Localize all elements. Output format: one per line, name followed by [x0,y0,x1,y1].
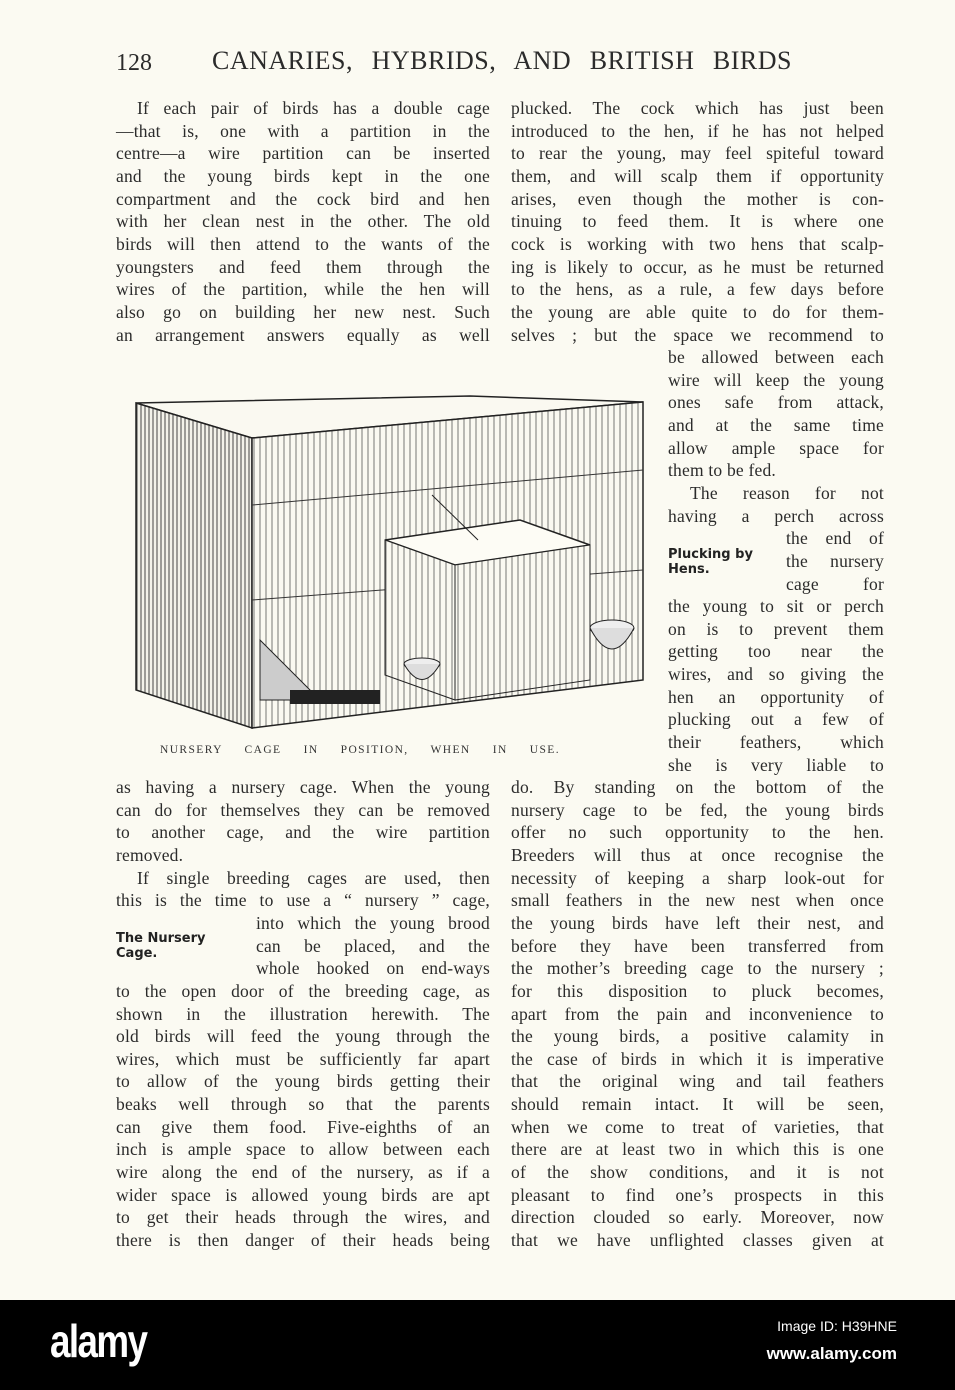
text-line: there are at least two in which this is one [511,1139,884,1160]
text-line: youngsters and feed them through the [116,256,490,277]
text-line: an arrangement answers equally as well [116,324,490,345]
text-line: the young are able quite to do for them- [511,301,884,322]
text-line: beaks well through so that the parents [116,1094,490,1115]
text-line: to rear the young, may feel spiteful toward [511,143,884,164]
text-line: allow ample space for [668,437,884,458]
text-line: selves ; but the space we recommend to [511,324,884,345]
text-line: do. By standing on the bottom of the [511,777,884,797]
text-line: old birds will feed the young through the [116,1026,490,1047]
text-line: to the open door of the breeding cage, as [116,980,490,1001]
text-line: direction clouded so early. Moreover, now [511,1207,884,1228]
text-line: The reason for not [690,482,884,503]
text-line: before they have been transferred from [511,935,884,956]
text-line: to the hens, as a rule, a few days before [511,279,884,300]
text-line: their feathers, which [668,732,884,753]
text-line: can give them food. Five-eighths of an [116,1116,490,1137]
text-line: wire along the end of the nursery, as if a [116,1162,490,1183]
text-line: offer no such opportunity to the hen. [511,822,884,843]
watermark-footer [0,1300,955,1390]
text-line: Breeders will thus at once recognise the [511,844,884,865]
text-line: having a perch across [668,505,884,526]
nursery-cage-illustration [130,360,660,740]
sidehead-line: The Nursery [116,931,206,946]
text-line: the case of birds in which it is imperative [511,1048,884,1069]
text-line: of the show conditions, and it is not [511,1162,884,1183]
text-line: the young to sit or perch [668,596,884,617]
figure-caption: NURSERY CAGE IN POSITION, WHEN IN USE. [160,744,560,756]
text-line: If each pair of birds has a double cage [137,98,490,118]
text-line: for this disposition to pluck becomes, [511,980,884,1001]
text-line: this is the time to use a “ nursery ” cage, [116,890,490,911]
text-line: also go on building her new nest. Such [116,301,490,322]
alamy-logo: alamy [50,1315,147,1367]
text-line: necessity of keeping a sharp look-out for [511,867,884,888]
text-line: there is then danger of their heads being [116,1230,490,1250]
text-line: as having a nursery cage. When the young [116,777,490,797]
sidehead-plucking-by-hens [668,547,753,577]
text-line: cage for [786,573,884,594]
text-line: to allow of the young birds getting their [116,1071,490,1092]
text-line: that the original wing and tail feathers [511,1071,884,1092]
text-line: when we come to treat of varieties, that [511,1116,884,1137]
text-line: wires, which must be sufficiently far apart [116,1048,490,1069]
text-line: ing is likely to occur, as he must be returned [511,256,884,277]
text-line: whole hooked on end-ways [256,958,490,979]
text-line: getting too near the [668,641,884,662]
nursery-cage-front [455,545,590,700]
text-line: that we have unflighted classes given at [511,1230,884,1250]
site-url[interactable]: www.alamy.com [766,1344,897,1363]
text-line: apart from the pain and inconvenience to [511,1003,884,1024]
cage-side [136,403,252,728]
text-line: should remain intact. It will be seen, [511,1094,884,1115]
text-line: nursery cage to be fed, the young birds [511,799,884,820]
text-line: introduced to the hen, if he has not helped [511,120,884,141]
text-line: into which the young brood [256,912,490,933]
text-line: compartment and the cock bird and hen [116,188,490,209]
text-line: wider space is allowed young birds are apt [116,1184,490,1205]
page-number: 128 [116,50,152,76]
text-line: wires, and so giving the [668,664,884,685]
sidehead-nursery-cage [116,931,205,961]
text-line: be allowed between each [668,347,884,367]
text-line: centre—a wire partition can be inserted [116,143,490,164]
cage-shadow [290,690,380,704]
text-line: If single breeding cages are used, then [137,867,490,888]
text-line: she is very liable to [668,754,884,775]
text-line: the mother’s breeding cage to the nursery ; [511,958,884,979]
text-line: birds will then attend to the wants of the [116,233,490,254]
sidehead-line: Hens. [668,562,710,577]
text-line: ones safe from attack, [668,392,884,413]
text-line: them to be fed. [668,460,776,481]
text-line: on is to prevent them [668,618,884,639]
text-line: wires of the partition, while the hen will [116,279,490,300]
text-line: and the young birds kept in the one [116,165,490,186]
text-line: to another cage, and the wire partition [116,822,490,843]
image-id: Image ID: H39HNE [777,1318,897,1334]
text-line: the end of [786,528,884,549]
text-line: to get their heads through the wires, and [116,1207,490,1228]
text-line: tinuing to feed them. It is where one [511,211,884,232]
text-line: the nursery [786,550,884,571]
text-line: cock is working with two hens that scalp- [511,233,884,254]
text-line: shown in the illustration herewith. The [116,1003,490,1024]
text-line: with her clean nest in the other. The old [116,211,490,232]
text-line: the young birds have left their nest, and [511,912,884,933]
text-line: them, and will scalp them if opportunity [511,165,884,186]
sidehead-line: Cage. [116,946,158,961]
text-line: pleasant to find one’s prospects in this [511,1184,884,1205]
text-line: plucking out a few of [668,709,884,730]
text-line: can be placed, and the [256,935,490,956]
text-line: —that is, one with a partition in the [116,120,490,141]
text-line: can do for themselves they can be removed [116,799,490,820]
sidehead-line: Plucking by [668,547,753,562]
text-line: inch is ample space to allow between each [116,1139,490,1160]
running-title: CANARIES, HYBRIDS, AND BRITISH BIRDS [212,46,792,75]
text-line: and at the same time [668,414,884,435]
text-line: plucked. The cock which has just been [511,98,884,118]
text-line: removed. [116,844,184,865]
text-line: small feathers in the new nest when once [511,890,884,911]
text-line: the young birds, a positive calamity in [511,1026,884,1047]
text-line: wire will keep the young [668,369,884,390]
text-line: hen an opportunity of [668,686,884,707]
text-line: arises, even though the mother is con- [511,188,884,209]
